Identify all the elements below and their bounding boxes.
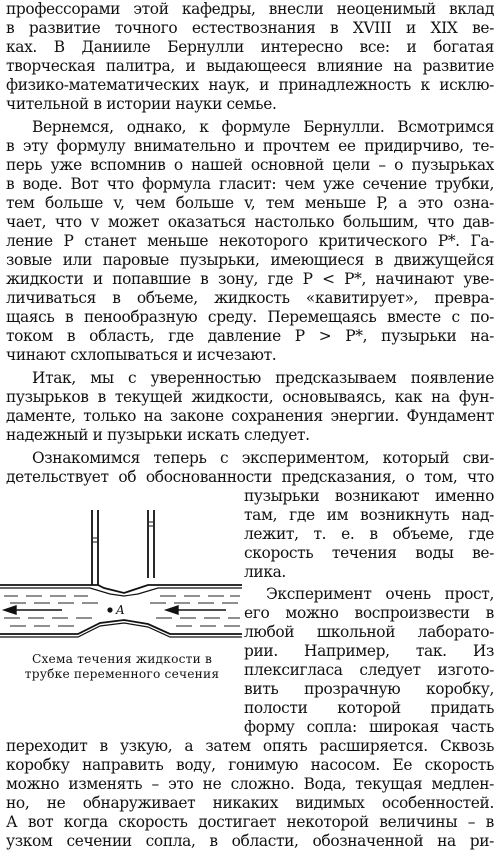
point-a-label: A (116, 603, 125, 617)
text-line: можно изменять – это не сложно. Вода, текущая медлен- (6, 775, 494, 793)
nozzle-diagram (0, 510, 242, 650)
text-line: чинают схлопываться и исчезают. (6, 346, 277, 364)
text-line: током в область, где давление P > P*, пузырьки на- (6, 327, 494, 345)
text-line: ках. В Даниилe Бернулли интересно все: и богатая (6, 38, 494, 56)
text-line: зовые или паровые пузырьки, имеющиеся в движущейся (6, 251, 494, 269)
text-line: профессорами этой кафедры, внесли неоценимый вклад (6, 0, 494, 18)
text-line: в эту формулу внимательно и прочтем ее придирчиво, те- (6, 137, 494, 155)
point-a-marker (107, 607, 112, 612)
text-line: любой школьной лаборато- (244, 623, 494, 641)
text-line: А вот когда скорость достигает некоторой величины – в (6, 813, 494, 831)
text-line: вить прозрачную коробку, (244, 680, 494, 698)
text-line: чает, что v может оказаться настолько большим, что дав- (6, 213, 494, 231)
text-line: чительной в истории науки семье. (6, 95, 277, 113)
text-line: в развитие точного естествознания в XVIII и XIX ве- (6, 19, 494, 37)
text-line: полости которой придать (244, 699, 494, 717)
text-line: перь уже вспомнив о нашей основной цели – о пузырьках (6, 156, 494, 174)
text-line: детельствует об обоснованности предсказания, о том, что (6, 468, 494, 486)
text-line: лика. (244, 563, 286, 581)
text-line: лежит, т. е. в объеме, где (244, 525, 494, 543)
text-line: ление P станет меньше некоторого критического P*. Га- (6, 232, 494, 250)
text-line: узком сечении сопла, в области, обозначенной на ри- (6, 832, 494, 850)
text-line: его можно воспроизвести в (244, 604, 494, 622)
text-line: надежный и пузырьки искать следует. (6, 426, 310, 444)
figure-caption: Схема течения жидкости в трубке переменного сечения (24, 652, 220, 681)
text-line: плексигласа следует изгото- (244, 661, 494, 679)
text-line: скорость течения воды ве- (244, 544, 494, 562)
text-line: Вернемся, однако, к формуле Бернулли. Всмотримся (32, 118, 494, 136)
text-line: личиваться в объеме, жидкость «кавитирует», превра- (6, 289, 494, 307)
text-line: даменте, только на законе сохранения энергии. Фундамент (6, 407, 494, 425)
text-line: коробку направить воду, гонимую насосом. Ее скорость (6, 756, 494, 774)
text-line: переходит в узкую, а затем опять расширяется. Сквозь (6, 737, 494, 755)
text-line: тем больше v, чем больше v, тем меньше P, а это озна- (6, 194, 494, 212)
text-line: жидкости и попавшие в зону, где P < P*, начинают уве- (6, 270, 494, 288)
text-line: Эксперимент очень прост, (266, 585, 494, 603)
text-line: форму сопла: широкая часть (244, 718, 494, 736)
text-line: Ознакомимся теперь с экспериментом, который сви- (32, 449, 494, 467)
text-line: творческая палитра, и выдающееся влияние на развитие (6, 57, 494, 75)
text-line: Итак, мы с уверенностью предсказываем появление (32, 369, 494, 387)
text-line: пузырьки возникают именно (244, 487, 494, 505)
text-line: но, не обнаруживает никаких видимых особенностей. (6, 794, 494, 812)
text-line: там, где им возникнуть над- (244, 506, 494, 524)
text-line: физико-математических наук, и принадлежность к исклю- (6, 76, 494, 94)
text-line: в воде. Вот что формула гласит: чем уже сечение трубки, (6, 175, 494, 193)
nozzle-figure (0, 510, 242, 670)
text-line: рии. Например, так. Из (244, 642, 494, 660)
text-line: щаясь в пенообразную среду. Перемещаясь вместе с по- (6, 308, 494, 326)
text-line: пузырьков в текущей жидкости, основываясь, как на фун- (6, 388, 494, 406)
